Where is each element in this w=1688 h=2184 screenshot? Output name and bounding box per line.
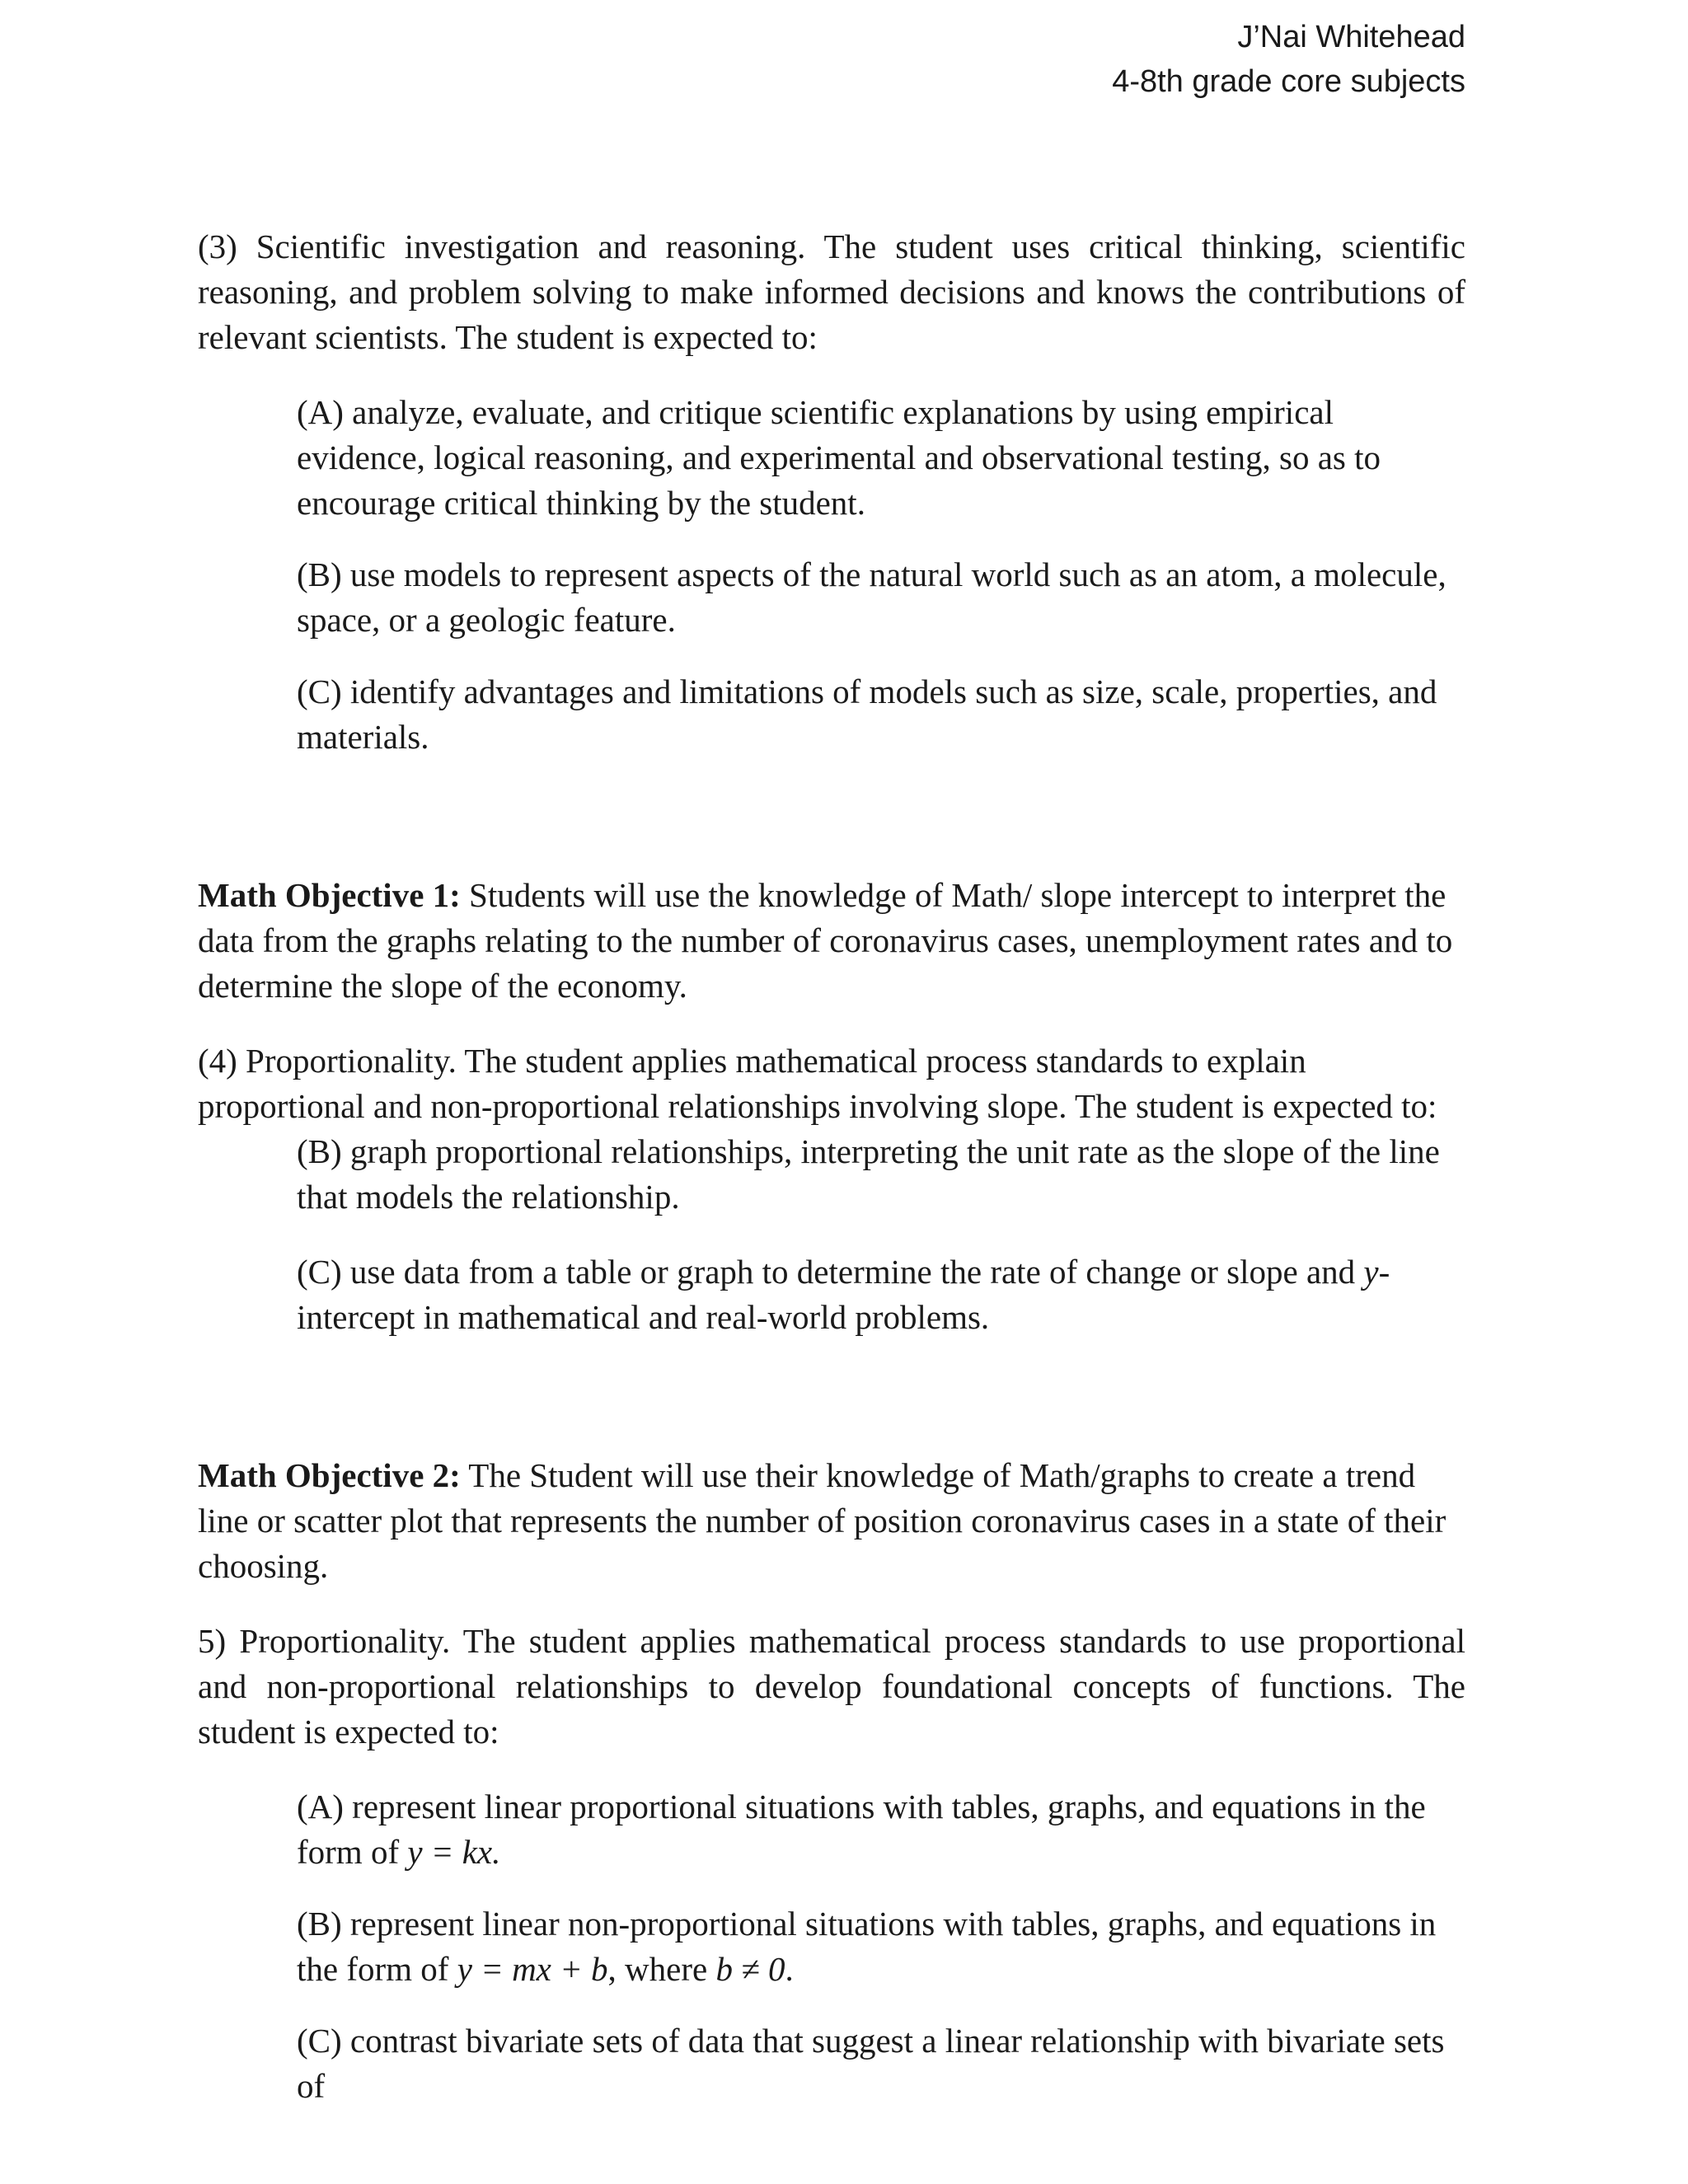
math-standard-5-item-c: (C) contrast bivariate sets of data that suggest a linear relationship with bivariate sets of xyxy=(297,2022,1445,2105)
item-c-text-end: -intercept in mathematical and real-world problems. xyxy=(297,1253,1390,1336)
item-b-condition: b ≠ 0 xyxy=(715,1950,785,1988)
document-body xyxy=(198,224,1465,2109)
item-c-variable: y xyxy=(1363,1253,1379,1291)
math-objective-2-label: Math Objective 2: xyxy=(198,1456,461,1494)
math-objective-2 xyxy=(198,1453,1465,1589)
science-item-a: (A) analyze, evaluate, and critique scientific explanations by using empirical evidence, logical reasoning, and experimental and observational testing, so as to encourage critical thinking by the student. xyxy=(297,393,1381,522)
item-b-formula: y = mx + b xyxy=(457,1950,608,1988)
math-standard-4-item-c xyxy=(297,1249,1465,1340)
math-standard-5-item-a xyxy=(297,1784,1465,1875)
math-objective-1-label: Math Objective 1: xyxy=(198,876,461,914)
math-standard-5-item-b xyxy=(297,1901,1465,1992)
science-standard-intro: (3) Scientific investigation and reasoning. The student uses critical thinking, scientific reasoning, and problem solving to make informed decisions and knows the contributions of relevant scientists. The student is expected to: xyxy=(198,227,1465,356)
author-name: J’Nai Whitehead xyxy=(1237,20,1465,54)
science-item-c: (C) identify advantages and limitations of models such as size, scale, properties, and materials. xyxy=(297,673,1437,756)
header-subtitle: 4-8th grade core subjects xyxy=(1112,64,1465,99)
math-standard-4-item-b: (B) graph proportional relationships, interpreting the unit rate as the slope of the line that models the relationship. xyxy=(297,1132,1440,1216)
item-b-text-mid: , where xyxy=(607,1950,716,1988)
item-b-text-end: . xyxy=(785,1950,794,1988)
math-objective-1 xyxy=(198,873,1465,1009)
document-header xyxy=(1112,15,1465,104)
science-item-b: (B) use models to represent aspects of the natural world such as an atom, a molecule, space, or a geologic feature. xyxy=(297,555,1447,639)
item-c-text: (C) use data from a table or graph to determine the rate of change or slope and xyxy=(297,1253,1364,1291)
item-a-text: (A) represent linear proportional situations with tables, graphs, and equations in the form of xyxy=(297,1788,1426,1871)
math-standard-4-intro: (4) Proportionality. The student applies mathematical process standards to explain proportional and non-proportional relationships involving slope. The student is expected to: xyxy=(198,1042,1437,1125)
math-standard-5-intro: 5) Proportionality. The student applies mathematical process standards to use proportional and non-proportional relationships to develop foundational concepts of functions. The student is expected to: xyxy=(198,1622,1465,1750)
item-a-formula: y = kx. xyxy=(407,1833,501,1871)
math-objective-1-text: Students will use the knowledge of Math/ slope intercept to interpret the data from the graphs relating to the number of coronavirus cases, unemployment rates and to determine the slope of the economy. xyxy=(198,876,1453,1005)
item-b-text: (B) represent linear non-proportional situations with tables, graphs, and equations in the form of xyxy=(297,1905,1437,1988)
math-objective-2-text: The Student will use their knowledge of Math/graphs to create a trend line or scatter plot that represents the number of position coronavirus cases in a state of their choosing. xyxy=(198,1456,1447,1585)
